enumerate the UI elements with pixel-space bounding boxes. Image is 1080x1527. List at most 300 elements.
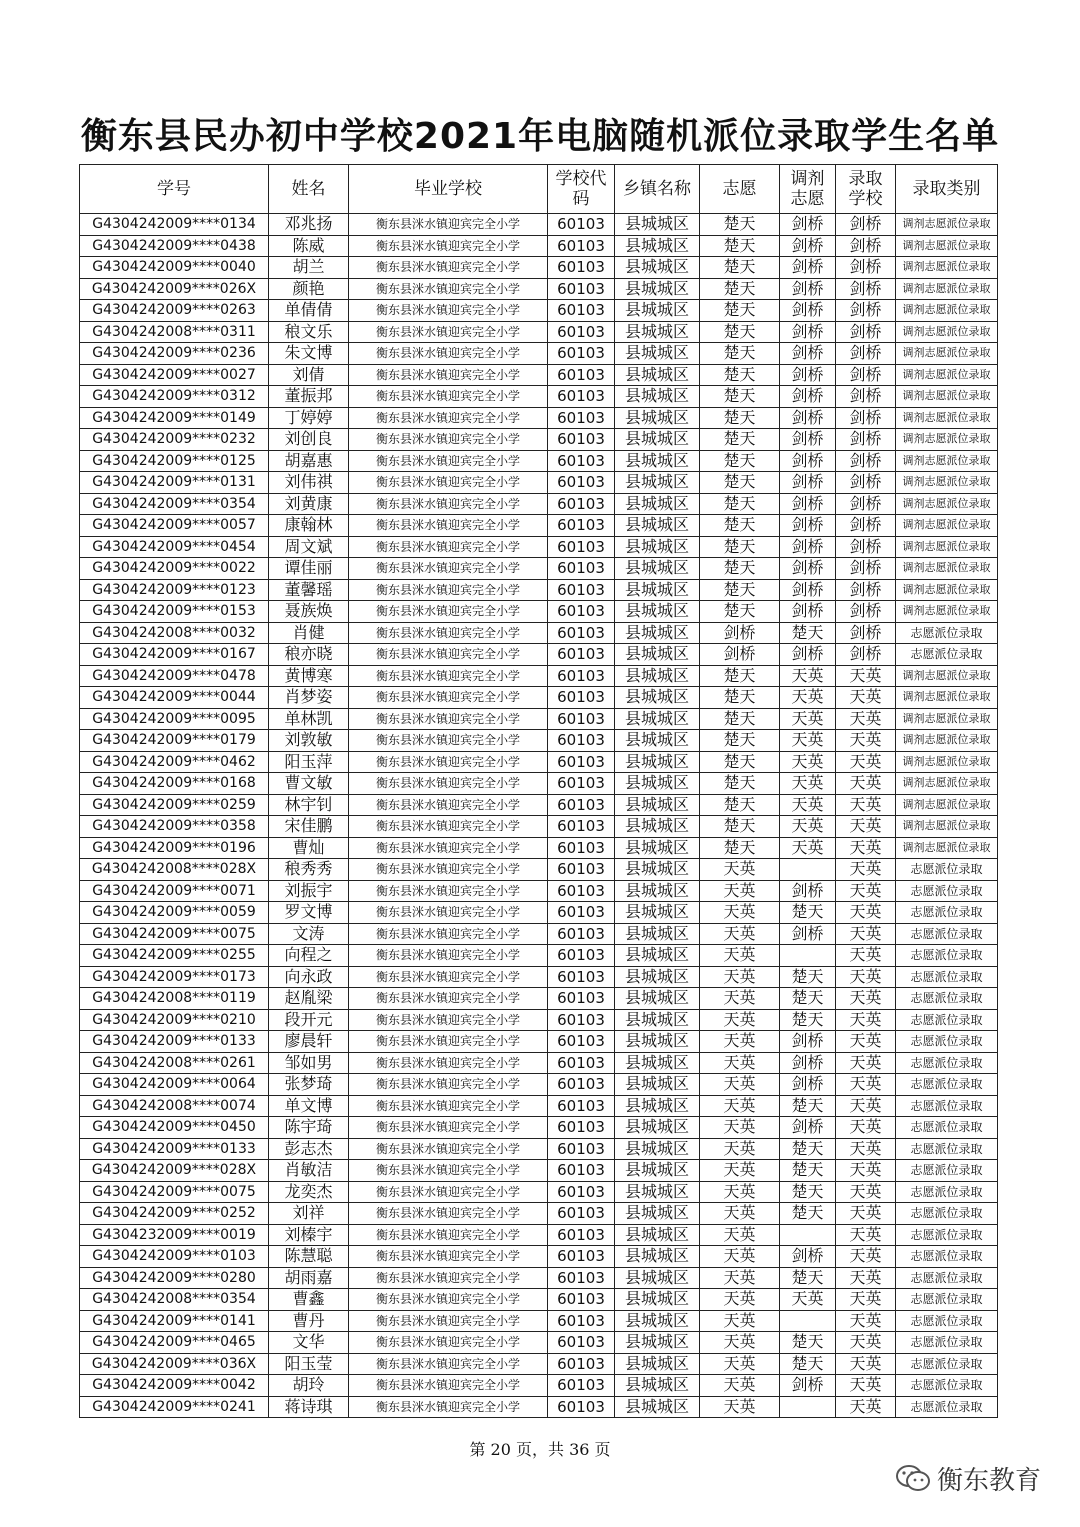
table-row (80, 558, 998, 580)
cell-admission-type: 调剂志愿派位录取 (896, 493, 998, 515)
cell-name: 单文博 (269, 1095, 349, 1117)
cell-adjusted-choice: 天英 (780, 837, 836, 859)
cell-choice: 天英 (700, 880, 780, 902)
cell-admission-type: 调剂志愿派位录取 (896, 536, 998, 558)
cell-choice: 楚天 (700, 558, 780, 580)
cell-choice: 楚天 (700, 730, 780, 752)
cell-school: 衡东县洣水镇迎宾完全小学 (349, 300, 548, 322)
cell-adjusted-choice: 楚天 (780, 966, 836, 988)
table-row (80, 579, 998, 601)
cell-school: 衡东县洣水镇迎宾完全小学 (349, 214, 548, 236)
cell-school-code: 60103 (548, 515, 615, 537)
cell-school: 衡东县洣水镇迎宾完全小学 (349, 472, 548, 494)
cell-school-code: 60103 (548, 773, 615, 795)
cell-school: 衡东县洣水镇迎宾完全小学 (349, 837, 548, 859)
cell-admission-type: 志愿派位录取 (896, 1332, 998, 1354)
table-row (80, 364, 998, 386)
cell-adjusted-choice: 楚天 (780, 1095, 836, 1117)
cell-town: 县城城区 (615, 386, 700, 408)
table-row (80, 708, 998, 730)
table-row (80, 773, 998, 795)
cell-school: 衡东县洣水镇迎宾完全小学 (349, 1031, 548, 1053)
cell-choice: 天英 (700, 1160, 780, 1182)
cell-admission-type: 调剂志愿派位录取 (896, 300, 998, 322)
cell-admission-type: 调剂志愿派位录取 (896, 794, 998, 816)
cell-admission-type: 调剂志愿派位录取 (896, 214, 998, 236)
cell-school-code: 60103 (548, 1181, 615, 1203)
cell-school: 衡东县洣水镇迎宾完全小学 (349, 1181, 548, 1203)
cell-choice: 天英 (700, 1052, 780, 1074)
cell-town: 县城城区 (615, 343, 700, 365)
cell-school: 衡东县洣水镇迎宾完全小学 (349, 1224, 548, 1246)
cell-school-code: 60103 (548, 300, 615, 322)
table-row (80, 214, 998, 236)
table-row (80, 1289, 998, 1311)
table-row (80, 343, 998, 365)
cell-name: 单倩倩 (269, 300, 349, 322)
cell-admitted-school: 天英 (836, 1353, 896, 1375)
cell-school: 衡东县洣水镇迎宾完全小学 (349, 988, 548, 1010)
cell-school: 衡东县洣水镇迎宾完全小学 (349, 816, 548, 838)
cell-adjusted-choice: 天英 (780, 730, 836, 752)
cell-school-code: 60103 (548, 923, 615, 945)
cell-adjusted-choice: 天英 (780, 665, 836, 687)
cell-admission-type: 调剂志愿派位录取 (896, 450, 998, 472)
table-row (80, 988, 998, 1010)
cell-admitted-school: 天英 (836, 966, 896, 988)
cell-choice: 天英 (700, 988, 780, 1010)
cell-student-id: G4304242009****0236 (80, 343, 269, 365)
cell-school-code: 60103 (548, 386, 615, 408)
cell-school-code: 60103 (548, 622, 615, 644)
cell-choice: 天英 (700, 966, 780, 988)
cell-name: 文华 (269, 1332, 349, 1354)
cell-name: 颜艳 (269, 278, 349, 300)
cell-town: 县城城区 (615, 923, 700, 945)
table-row (80, 601, 998, 623)
cell-name: 陈宇琦 (269, 1117, 349, 1139)
cell-choice: 楚天 (700, 472, 780, 494)
cell-name: 董振邦 (269, 386, 349, 408)
cell-admitted-school: 剑桥 (836, 257, 896, 279)
table-row (80, 1052, 998, 1074)
table-row (80, 1246, 998, 1268)
cell-adjusted-choice: 剑桥 (780, 579, 836, 601)
cell-school: 衡东县洣水镇迎宾完全小学 (349, 1246, 548, 1268)
cell-town: 县城城区 (615, 558, 700, 580)
cell-name: 稂亦晓 (269, 644, 349, 666)
cell-town: 县城城区 (615, 536, 700, 558)
cell-school-code: 60103 (548, 343, 615, 365)
cell-choice: 天英 (700, 1009, 780, 1031)
cell-choice: 楚天 (700, 579, 780, 601)
cell-choice: 楚天 (700, 278, 780, 300)
cell-name: 文涛 (269, 923, 349, 945)
page-title: 衡东县民办初中学校2021年电脑随机派位录取学生名单 (80, 116, 1000, 157)
cell-town: 县城城区 (615, 1138, 700, 1160)
cell-town: 县城城区 (615, 837, 700, 859)
cell-adjusted-choice: 剑桥 (780, 1375, 836, 1397)
cell-adjusted-choice: 剑桥 (780, 601, 836, 623)
table-row (80, 235, 998, 257)
cell-adjusted-choice: 剑桥 (780, 1117, 836, 1139)
cell-adjusted-choice (780, 859, 836, 881)
cell-choice: 楚天 (700, 343, 780, 365)
cell-school-code: 60103 (548, 558, 615, 580)
cell-student-id: G4304242009****0134 (80, 214, 269, 236)
cell-admission-type: 志愿派位录取 (896, 1246, 998, 1268)
table-row (80, 321, 998, 343)
cell-choice: 天英 (700, 1138, 780, 1160)
cell-school: 衡东县洣水镇迎宾完全小学 (349, 1353, 548, 1375)
cell-admission-type: 调剂志愿派位录取 (896, 579, 998, 601)
cell-admitted-school: 剑桥 (836, 601, 896, 623)
cell-name: 肖敏洁 (269, 1160, 349, 1182)
cell-student-id: G4304242009****028X (80, 1160, 269, 1182)
cell-adjusted-choice: 剑桥 (780, 880, 836, 902)
cell-admitted-school: 天英 (836, 1031, 896, 1053)
header-school: 毕业学校 (349, 165, 548, 214)
cell-admitted-school: 天英 (836, 1074, 896, 1096)
table-row (80, 923, 998, 945)
cell-choice: 楚天 (700, 214, 780, 236)
table-row (80, 1310, 998, 1332)
table-row (80, 407, 998, 429)
cell-admitted-school: 天英 (836, 1332, 896, 1354)
table-row (80, 751, 998, 773)
cell-admitted-school: 剑桥 (836, 622, 896, 644)
header-adjusted-choice: 调剂志愿 (780, 165, 836, 214)
cell-student-id: G4304242009****0042 (80, 1375, 269, 1397)
cell-admission-type: 调剂志愿派位录取 (896, 601, 998, 623)
cell-school: 衡东县洣水镇迎宾完全小学 (349, 794, 548, 816)
cell-name: 罗文博 (269, 902, 349, 924)
cell-admission-type: 志愿派位录取 (896, 988, 998, 1010)
cell-adjusted-choice: 楚天 (780, 1332, 836, 1354)
cell-choice: 楚天 (700, 493, 780, 515)
cell-adjusted-choice: 天英 (780, 794, 836, 816)
cell-school: 衡东县洣水镇迎宾完全小学 (349, 730, 548, 752)
cell-admitted-school: 剑桥 (836, 644, 896, 666)
cell-town: 县城城区 (615, 1095, 700, 1117)
cell-school-code: 60103 (548, 945, 615, 967)
cell-choice: 楚天 (700, 321, 780, 343)
cell-choice: 天英 (700, 1117, 780, 1139)
cell-name: 刘祥 (269, 1203, 349, 1225)
cell-admission-type: 志愿派位录取 (896, 859, 998, 881)
table-row (80, 1117, 998, 1139)
cell-adjusted-choice: 楚天 (780, 1267, 836, 1289)
cell-adjusted-choice: 剑桥 (780, 257, 836, 279)
cell-school-code: 60103 (548, 1267, 615, 1289)
cell-choice: 天英 (700, 1095, 780, 1117)
cell-school: 衡东县洣水镇迎宾完全小学 (349, 687, 548, 709)
cell-admission-type: 志愿派位录取 (896, 1203, 998, 1225)
cell-school: 衡东县洣水镇迎宾完全小学 (349, 1203, 548, 1225)
cell-town: 县城城区 (615, 1267, 700, 1289)
cell-school-code: 60103 (548, 407, 615, 429)
cell-student-id: G4304242008****028X (80, 859, 269, 881)
cell-name: 黄博寒 (269, 665, 349, 687)
cell-town: 县城城区 (615, 1052, 700, 1074)
cell-student-id: G4304242009****0454 (80, 536, 269, 558)
table-row (80, 1181, 998, 1203)
cell-school: 衡东县洣水镇迎宾完全小学 (349, 1160, 548, 1182)
cell-choice: 天英 (700, 902, 780, 924)
cell-name: 阳玉莹 (269, 1353, 349, 1375)
cell-school-code: 60103 (548, 472, 615, 494)
cell-name: 周文斌 (269, 536, 349, 558)
cell-student-id: G4304242009****0358 (80, 816, 269, 838)
cell-name: 朱文博 (269, 343, 349, 365)
cell-admitted-school: 天英 (836, 794, 896, 816)
cell-student-id: G4304242009****0022 (80, 558, 269, 580)
cell-student-id: G4304242009****0196 (80, 837, 269, 859)
cell-name: 陈威 (269, 235, 349, 257)
cell-town: 县城城区 (615, 515, 700, 537)
cell-adjusted-choice (780, 945, 836, 967)
cell-school: 衡东县洣水镇迎宾完全小学 (349, 773, 548, 795)
cell-choice: 天英 (700, 1353, 780, 1375)
cell-town: 县城城区 (615, 579, 700, 601)
cell-student-id: G4304242009****0167 (80, 644, 269, 666)
cell-town: 县城城区 (615, 1031, 700, 1053)
cell-name: 稂文乐 (269, 321, 349, 343)
cell-school-code: 60103 (548, 665, 615, 687)
cell-student-id: G4304242008****0261 (80, 1052, 269, 1074)
cell-admitted-school: 天英 (836, 751, 896, 773)
cell-school-code: 60103 (548, 1224, 615, 1246)
cell-name: 曹丹 (269, 1310, 349, 1332)
cell-adjusted-choice: 天英 (780, 1289, 836, 1311)
cell-school: 衡东县洣水镇迎宾完全小学 (349, 966, 548, 988)
cell-choice: 楚天 (700, 536, 780, 558)
cell-student-id: G4304242009****0125 (80, 450, 269, 472)
cell-admission-type: 调剂志愿派位录取 (896, 429, 998, 451)
header-admission-type: 录取类别 (896, 165, 998, 214)
cell-admission-type: 调剂志愿派位录取 (896, 257, 998, 279)
cell-student-id: G4304242009****0280 (80, 1267, 269, 1289)
cell-town: 县城城区 (615, 1009, 700, 1031)
cell-town: 县城城区 (615, 1396, 700, 1418)
cell-choice: 楚天 (700, 665, 780, 687)
cell-adjusted-choice: 楚天 (780, 1353, 836, 1375)
cell-school-code: 60103 (548, 1095, 615, 1117)
cell-school-code: 60103 (548, 1052, 615, 1074)
cell-choice: 天英 (700, 859, 780, 881)
cell-student-id: G4304242009****0173 (80, 966, 269, 988)
cell-school: 衡东县洣水镇迎宾完全小学 (349, 386, 548, 408)
cell-admitted-school: 天英 (836, 859, 896, 881)
cell-adjusted-choice (780, 1224, 836, 1246)
cell-town: 县城城区 (615, 364, 700, 386)
cell-school-code: 60103 (548, 687, 615, 709)
cell-town: 县城城区 (615, 1289, 700, 1311)
cell-admitted-school: 剑桥 (836, 386, 896, 408)
cell-admitted-school: 剑桥 (836, 515, 896, 537)
cell-name: 刘创良 (269, 429, 349, 451)
cell-school: 衡东县洣水镇迎宾完全小学 (349, 1332, 548, 1354)
cell-name: 曹灿 (269, 837, 349, 859)
cell-admitted-school: 天英 (836, 988, 896, 1010)
cell-admitted-school: 剑桥 (836, 579, 896, 601)
cell-school: 衡东县洣水镇迎宾完全小学 (349, 450, 548, 472)
cell-school: 衡东县洣水镇迎宾完全小学 (349, 429, 548, 451)
cell-name: 刘敦敏 (269, 730, 349, 752)
header-admitted-school: 录取学校 (836, 165, 896, 214)
cell-adjusted-choice: 剑桥 (780, 214, 836, 236)
cell-school-code: 60103 (548, 450, 615, 472)
cell-choice: 天英 (700, 1375, 780, 1397)
cell-adjusted-choice: 剑桥 (780, 558, 836, 580)
table-row (80, 429, 998, 451)
cell-choice: 楚天 (700, 837, 780, 859)
cell-choice: 天英 (700, 1074, 780, 1096)
cell-admission-type: 调剂志愿派位录取 (896, 730, 998, 752)
cell-admission-type: 调剂志愿派位录取 (896, 321, 998, 343)
cell-admission-type: 志愿派位录取 (896, 1074, 998, 1096)
cell-school: 衡东县洣水镇迎宾完全小学 (349, 407, 548, 429)
cell-town: 县城城区 (615, 644, 700, 666)
table-row (80, 1009, 998, 1031)
cell-town: 县城城区 (615, 945, 700, 967)
wechat-icon (895, 1463, 931, 1493)
header-name: 姓名 (269, 165, 349, 214)
cell-admission-type: 志愿派位录取 (896, 880, 998, 902)
cell-school-code: 60103 (548, 1138, 615, 1160)
cell-student-id: G4304242009****0057 (80, 515, 269, 537)
cell-adjusted-choice: 剑桥 (780, 343, 836, 365)
cell-school: 衡东县洣水镇迎宾完全小学 (349, 945, 548, 967)
cell-student-id: G4304242009****0438 (80, 235, 269, 257)
cell-school: 衡东县洣水镇迎宾完全小学 (349, 708, 548, 730)
cell-school: 衡东县洣水镇迎宾完全小学 (349, 622, 548, 644)
cell-admitted-school: 剑桥 (836, 429, 896, 451)
cell-town: 县城城区 (615, 988, 700, 1010)
cell-adjusted-choice: 剑桥 (780, 235, 836, 257)
table-row (80, 1332, 998, 1354)
cell-school: 衡东县洣水镇迎宾完全小学 (349, 579, 548, 601)
table-row (80, 450, 998, 472)
cell-name: 段开元 (269, 1009, 349, 1031)
cell-admission-type: 志愿派位录取 (896, 1375, 998, 1397)
cell-admission-type: 志愿派位录取 (896, 644, 998, 666)
cell-choice: 楚天 (700, 773, 780, 795)
header-choice: 志愿 (700, 165, 780, 214)
cell-student-id: G4304242009****0255 (80, 945, 269, 967)
cell-admitted-school: 天英 (836, 1095, 896, 1117)
cell-choice: 楚天 (700, 386, 780, 408)
cell-adjusted-choice: 天英 (780, 751, 836, 773)
cell-admitted-school: 天英 (836, 665, 896, 687)
cell-name: 赵胤梁 (269, 988, 349, 1010)
cell-name: 廖晨轩 (269, 1031, 349, 1053)
table-row (80, 1074, 998, 1096)
cell-town: 县城城区 (615, 214, 700, 236)
cell-name: 董馨瑶 (269, 579, 349, 601)
cell-name: 胡兰 (269, 257, 349, 279)
table-row (80, 859, 998, 881)
cell-choice: 楚天 (700, 450, 780, 472)
cell-school: 衡东县洣水镇迎宾完全小学 (349, 1052, 548, 1074)
table-row (80, 837, 998, 859)
cell-student-id: G4304242009****0462 (80, 751, 269, 773)
cell-choice: 楚天 (700, 407, 780, 429)
cell-name: 邹如男 (269, 1052, 349, 1074)
cell-student-id: G4304242009****0149 (80, 407, 269, 429)
cell-adjusted-choice: 剑桥 (780, 472, 836, 494)
table-row (80, 1095, 998, 1117)
cell-school: 衡东县洣水镇迎宾完全小学 (349, 1267, 548, 1289)
cell-town: 县城城区 (615, 966, 700, 988)
cell-town: 县城城区 (615, 773, 700, 795)
cell-town: 县城城区 (615, 1117, 700, 1139)
cell-name: 龙奕杰 (269, 1181, 349, 1203)
cell-admission-type: 志愿派位录取 (896, 945, 998, 967)
cell-school: 衡东县洣水镇迎宾完全小学 (349, 515, 548, 537)
cell-admitted-school: 天英 (836, 1246, 896, 1268)
cell-admitted-school: 天英 (836, 1396, 896, 1418)
cell-school-code: 60103 (548, 1289, 615, 1311)
cell-admission-type: 志愿派位录取 (896, 1095, 998, 1117)
cell-student-id: G4304242009****0103 (80, 1246, 269, 1268)
cell-name: 向永政 (269, 966, 349, 988)
cell-name: 胡雨嘉 (269, 1267, 349, 1289)
cell-admission-type: 志愿派位录取 (896, 966, 998, 988)
cell-student-id: G4304242009****0263 (80, 300, 269, 322)
cell-admission-type: 调剂志愿派位录取 (896, 407, 998, 429)
cell-town: 县城城区 (615, 1224, 700, 1246)
cell-school: 衡东县洣水镇迎宾完全小学 (349, 1289, 548, 1311)
cell-school-code: 60103 (548, 816, 615, 838)
cell-school: 衡东县洣水镇迎宾完全小学 (349, 321, 548, 343)
cell-adjusted-choice: 剑桥 (780, 1074, 836, 1096)
cell-admission-type: 志愿派位录取 (896, 1052, 998, 1074)
cell-choice: 楚天 (700, 300, 780, 322)
cell-adjusted-choice: 剑桥 (780, 1052, 836, 1074)
cell-town: 县城城区 (615, 730, 700, 752)
cell-school: 衡东县洣水镇迎宾完全小学 (349, 536, 548, 558)
cell-school-code: 60103 (548, 536, 615, 558)
cell-school-code: 60103 (548, 1031, 615, 1053)
cell-admitted-school: 剑桥 (836, 472, 896, 494)
cell-school: 衡东县洣水镇迎宾完全小学 (349, 1310, 548, 1332)
table-row (80, 278, 998, 300)
cell-admitted-school: 天英 (836, 1310, 896, 1332)
cell-name: 彭志杰 (269, 1138, 349, 1160)
table-row (80, 1353, 998, 1375)
cell-admitted-school: 天英 (836, 1052, 896, 1074)
table-row (80, 1160, 998, 1182)
cell-admission-type: 志愿派位录取 (896, 1138, 998, 1160)
cell-admitted-school: 剑桥 (836, 493, 896, 515)
cell-school-code: 60103 (548, 235, 615, 257)
cell-student-id: G4304242008****0119 (80, 988, 269, 1010)
cell-town: 县城城区 (615, 1246, 700, 1268)
cell-admitted-school: 剑桥 (836, 450, 896, 472)
table-row (80, 794, 998, 816)
cell-choice: 楚天 (700, 751, 780, 773)
cell-admission-type: 志愿派位录取 (896, 1009, 998, 1031)
cell-student-id: G4304242009****0450 (80, 1117, 269, 1139)
cell-choice: 天英 (700, 1246, 780, 1268)
cell-admitted-school: 天英 (836, 902, 896, 924)
cell-student-id: G4304242009****036X (80, 1353, 269, 1375)
cell-choice: 天英 (700, 1396, 780, 1418)
cell-adjusted-choice: 剑桥 (780, 1246, 836, 1268)
table-row (80, 687, 998, 709)
cell-admitted-school: 天英 (836, 1224, 896, 1246)
